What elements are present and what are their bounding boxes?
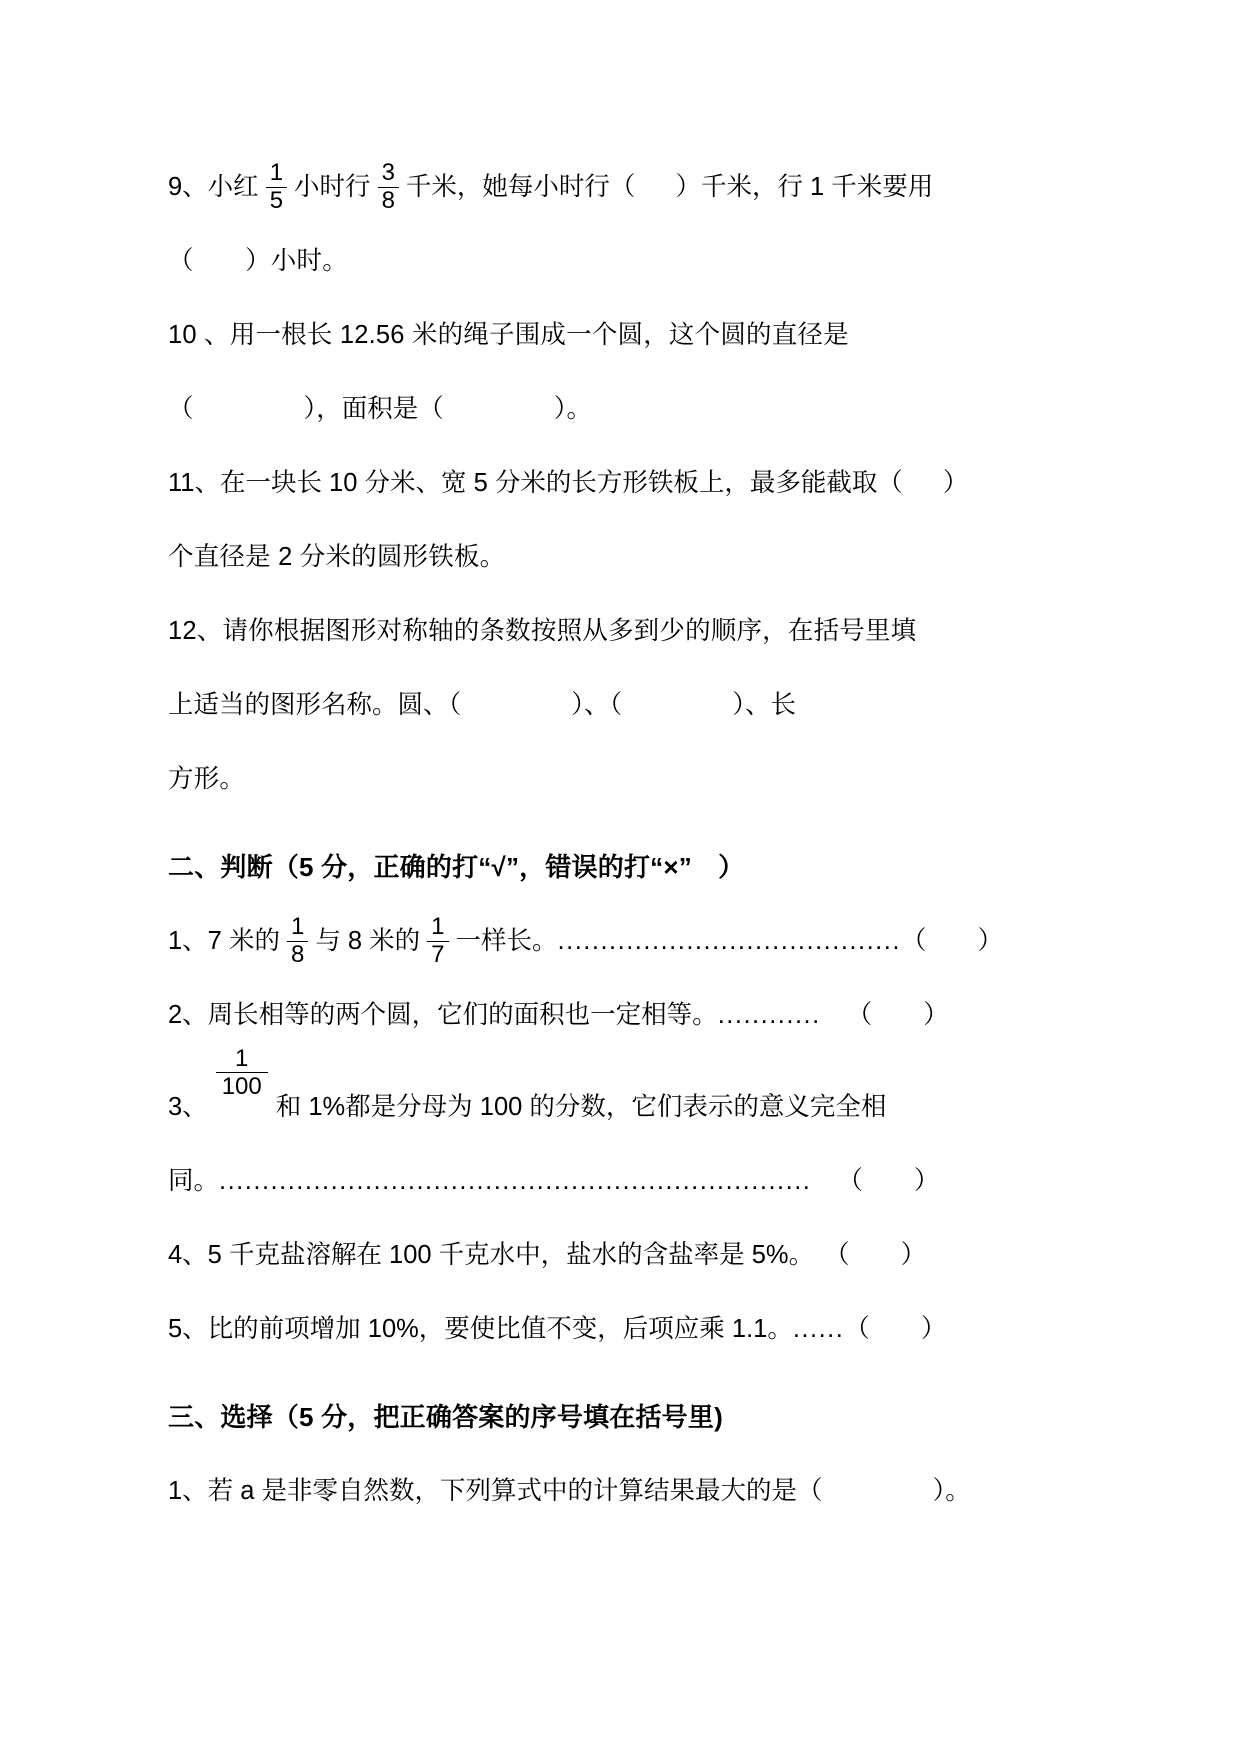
judge-5-dots: ......	[792, 1315, 845, 1343]
judge-4-text: 4、5 千克盐溶解在 100 千克水中，盐水的含盐率是 5%。	[168, 1241, 815, 1269]
q10-bracket-open: （	[168, 395, 194, 423]
section-3-heading: 三、选择（5 分，把正确答案的序号填在括号里)	[168, 1402, 723, 1432]
question-9-line-2: （ ）小时。	[168, 247, 348, 275]
judge-1-fraction-1-numerator: 1	[290, 913, 305, 941]
q9-prefix: 9、小红	[168, 173, 259, 201]
q11-bracket-close: ）	[942, 469, 969, 497]
judge-2-answer-bracket: （ ）	[846, 1001, 949, 1029]
q9-fraction-2-numerator: 3	[381, 159, 395, 187]
section-2-heading: 二、判断（5 分，正确的打“√”，错误的打“×” ）	[168, 852, 745, 882]
q9-fraction-2-denominator: 8	[378, 187, 399, 213]
judge-3-dots: .....................................................................	[219, 1167, 812, 1195]
q9-mid-3: ）千米，行 1 千米要用	[675, 173, 934, 201]
judge-3-fraction	[216, 1046, 268, 1099]
q9-fraction-1	[266, 161, 287, 213]
judge-1-mid: 与 8 米的	[315, 927, 421, 955]
question-12-line-2	[168, 668, 1091, 742]
question-10-line-1: 10 、用一根长 12.56 米的绳子围成一个圆，这个圆的直径是	[168, 321, 849, 349]
judge-item-3	[168, 1045, 1091, 1144]
q9-fraction-1-denominator: 5	[266, 187, 287, 213]
judge-1-fraction-1-denominator: 8	[287, 941, 308, 967]
judge-2-dots: ............	[717, 1001, 821, 1029]
question-10-line-2	[168, 372, 1091, 446]
judge-1-fraction-2-denominator: 7	[427, 941, 448, 967]
judge-3-fraction-denominator: 100	[216, 1072, 268, 1099]
judge-item-1	[168, 904, 1091, 978]
judge-1-fraction-2-numerator: 1	[431, 913, 445, 941]
judge-3-line2-text: 同。	[168, 1167, 220, 1195]
judge-1-answer-bracket: （ ）	[900, 927, 1003, 955]
q10-end: ）。	[553, 395, 593, 423]
choice-1-text: 1、若 a 是非零自然数，下列算式中的计算结果最大的是（	[168, 1477, 823, 1505]
judge-1-prefix: 1、7 米的	[168, 927, 280, 955]
judge-5-text: 5、比的前项增加 10%，要使比值不变，后项应乘 1.1。	[168, 1315, 793, 1343]
judge-1-fraction-1	[287, 915, 308, 967]
question-9-line-1	[168, 150, 1091, 224]
judge-4-answer-bracket: （ ）	[824, 1241, 927, 1269]
question-11-line-1	[168, 446, 1091, 520]
judge-item-3-line-2	[168, 1144, 1091, 1218]
q11-text: 11、在一块长 10 分米、宽 5 分米的长方形铁板上，最多能截取（	[168, 469, 903, 497]
judge-3-prefix: 3、	[168, 1093, 208, 1121]
question-12-line-3: 方形。	[168, 765, 246, 793]
q12-text-c: ）、长	[732, 691, 797, 719]
judge-item-4	[168, 1218, 1091, 1292]
judge-1-fraction-2	[427, 915, 448, 967]
q10-mid: ），面积是（	[303, 395, 444, 423]
q9-fraction-1-numerator: 1	[269, 159, 284, 187]
question-12-line-1: 12、请你根据图形对称轴的条数按照从多到少的顺序，在括号里填	[168, 617, 917, 645]
judge-3-fraction-numerator: 1	[235, 1045, 249, 1072]
q9-fraction-2	[378, 161, 399, 213]
judge-2-text: 2、周长相等的两个圆，它们的面积也一定相等。	[168, 1001, 718, 1029]
q9-mid-1: 小时行	[294, 173, 371, 201]
judge-item-2	[168, 978, 1091, 1052]
judge-3-text: 和 1%都是分母为 100 的分数，它们表示的意义完全相	[275, 1093, 887, 1121]
q12-text-a: 上适当的图形名称。圆、（	[168, 691, 462, 719]
judge-5-answer-bracket: （ ）	[844, 1315, 947, 1343]
q9-mid-2: 千米，她每小时行（	[405, 173, 636, 201]
choice-item-1	[168, 1454, 1091, 1528]
judge-1-dots: ........................................	[557, 927, 901, 955]
choice-1-end: ）。	[932, 1477, 971, 1505]
question-11-line-2: 个直径是 2 分米的圆形铁板。	[168, 543, 506, 571]
judge-item-5	[168, 1292, 1091, 1366]
q12-text-b: ）、（	[571, 691, 623, 719]
judge-3-answer-bracket: （ ）	[837, 1167, 940, 1195]
judge-1-suffix: 一样长。	[455, 927, 558, 955]
